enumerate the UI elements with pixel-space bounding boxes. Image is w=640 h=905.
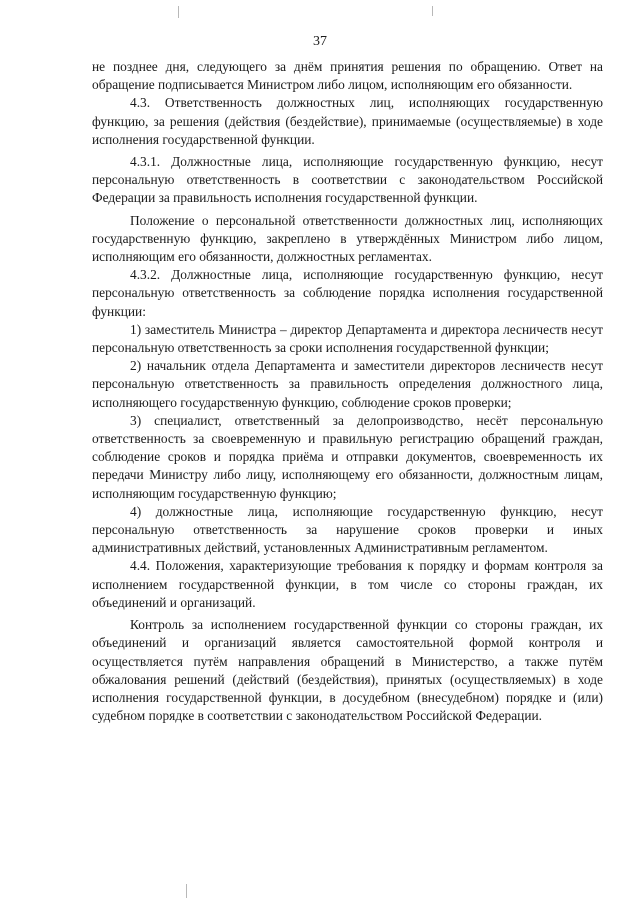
paragraph-4-3-2: 4.3.2. Должностные лица, исполняющие государственную функцию, несут персональную ответственность за соблюдение порядка исполнения государственной функции:: [92, 267, 603, 319]
document-body: [92, 58, 603, 725]
paragraph-4-3: 4.3. Ответственность должностных лиц, исполняющих государственную функцию, за решения (действия (бездействие), принимаемые (осуществляемые) в ходе исполнения государственной функции.: [92, 95, 603, 147]
paragraph-4-4: 4.4. Положения, характеризующие требования к порядку и формам контроля за исполнением государственной функции, в том числе со стороны граждан, их объединений и организаций.: [92, 558, 603, 610]
paragraph-citizen-control: Контроль за исполнением государственной функции со стороны граждан, их объединений и организаций является самостоятельной формой контроля и осуществляется путём направления обращений в Министерство, а также путём обжалования решений (действий (бездействия), принятых (осуществляемых) в ходе исполнения государственной функции, в досудебном (внесудебном) порядке и (или) судебном порядке в соответствии с законодательством Российской Федерации.: [92, 617, 603, 724]
page-number: 37: [313, 34, 327, 49]
list-item-1: 1) заместитель Министра – директор Департамента и директора лесничеств несут персональную ответственность за сроки исполнения государственной функции;: [92, 321, 603, 356]
paragraph-4-3-1: 4.3.1. Должностные лица, исполняющие государственную функцию, несут персональную ответственность в соответствии с законодательством Российской Федерации за правильность исполнения государственной функции.: [92, 154, 603, 206]
scan-mark-bottom: [186, 884, 187, 898]
list-item-3: 3) специалист, ответственный за делопроизводство, несёт персональную ответственность за своевременную и правильную регистрацию обращений граждан, соблюдение сроков и порядка приёма и отправки документов, своевременность их передачи Министру либо лицу, исполняющему его обязанности, должностным лицам, исполняющим государственную функцию;: [92, 412, 603, 501]
list-item-2: 2) начальник отдела Департамента и заместители директоров лесничеств несут персональную ответственность за правильность определения должностного лица, исполняющего государственную функцию, соблюдение сроков проверки;: [92, 358, 603, 410]
paragraph-continuation: не позднее дня, следующего за днём принятия решения по обращению. Ответ на обращение подписывается Министром либо лицом, исполняющим его обязанности.: [92, 59, 603, 93]
scan-mark-top-right: [432, 6, 433, 16]
paragraph-responsibility-provision: Положение о персональной ответственности должностных лиц, исполняющих государственную функцию, закреплено в утверждённых Министром либо лицом, исполняющим его обязанности, должностных регламентах.: [92, 212, 603, 265]
list-item-4: 4) должностные лица, исполняющие государственную функцию, несут персональную ответственность за нарушение сроков проверки и иных административных действий, установленных Административным регламентом.: [92, 503, 603, 556]
scan-mark-top: [178, 6, 179, 18]
